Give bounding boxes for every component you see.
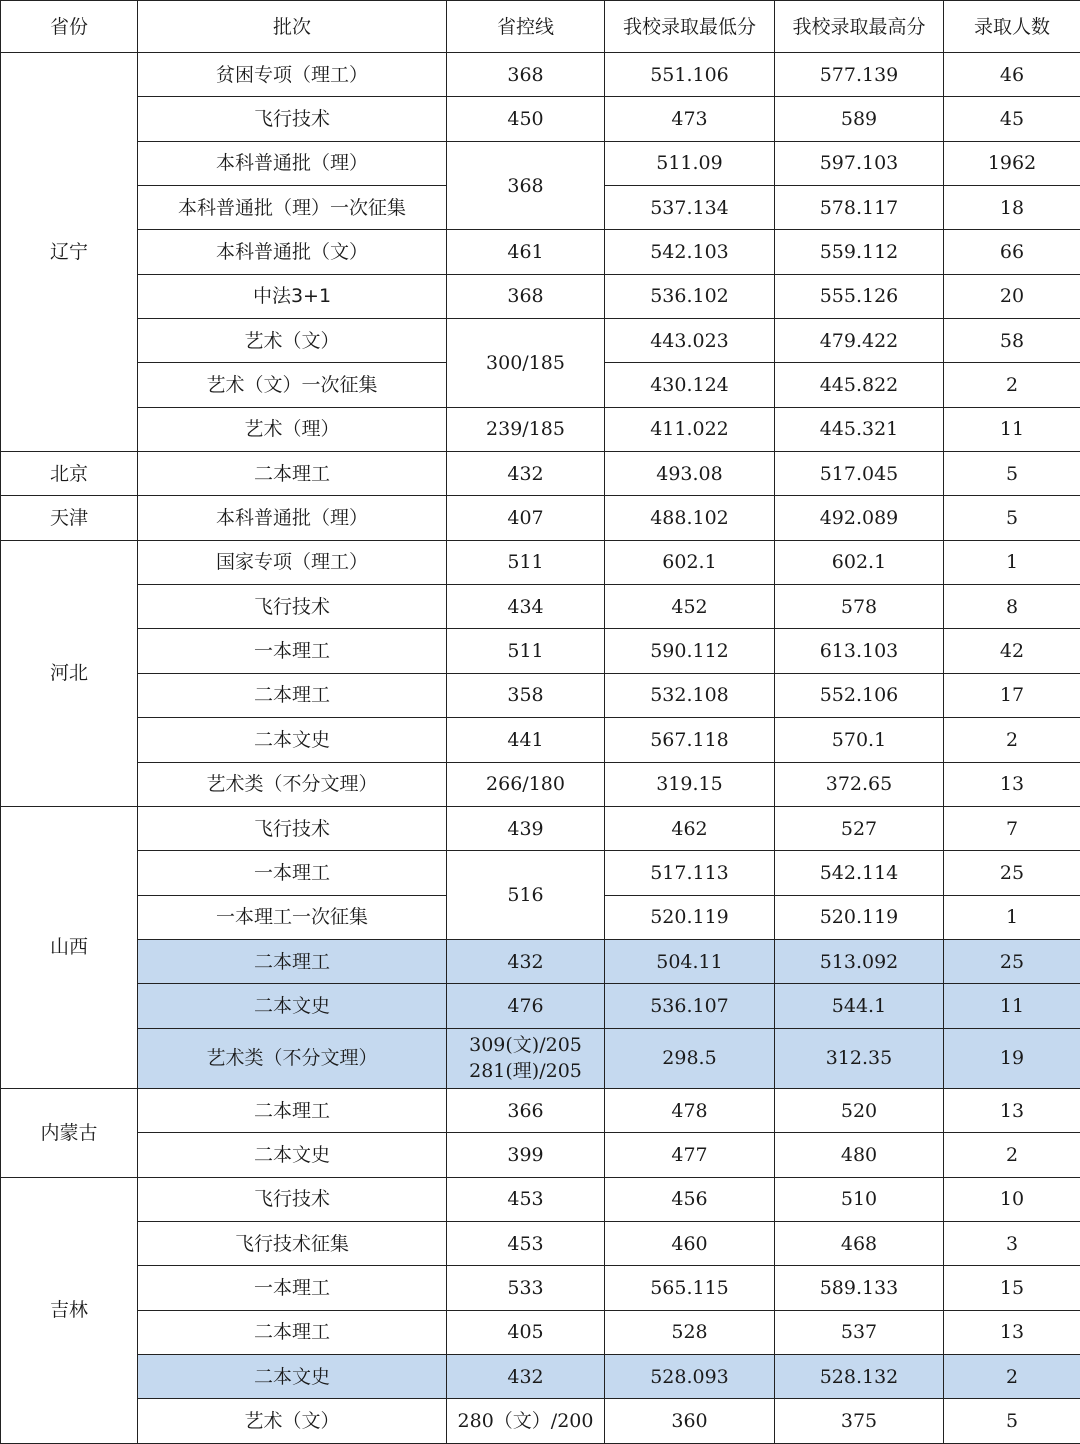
control-line-cell: 366: [447, 1089, 605, 1133]
max-score-cell: 542.114: [775, 851, 944, 895]
count-cell: 2: [944, 718, 1080, 762]
count-cell: 11: [944, 407, 1080, 451]
batch-cell: 二本文史: [138, 1133, 447, 1177]
table-row-highlighted: [1, 1355, 1080, 1399]
min-score-cell: 536.107: [605, 984, 775, 1028]
min-score-cell: 473: [605, 97, 775, 141]
min-score-cell: 478: [605, 1089, 775, 1133]
max-score-cell: 372.65: [775, 762, 944, 806]
max-score-cell: 445.321: [775, 407, 944, 451]
count-cell: 2: [944, 363, 1080, 407]
province-cell: 山西: [1, 806, 138, 1088]
control-line-cell: 516: [447, 851, 605, 940]
max-score-cell: 555.126: [775, 274, 944, 318]
max-score-cell: 312.35: [775, 1028, 944, 1088]
count-cell: 11: [944, 984, 1080, 1028]
count-cell: 1: [944, 895, 1080, 939]
table-row: [1, 319, 1080, 363]
count-cell: 42: [944, 629, 1080, 673]
max-score-cell: 375: [775, 1399, 944, 1444]
control-line-cell: 453: [447, 1222, 605, 1266]
max-score-cell: 513.092: [775, 939, 944, 983]
control-line-cell: 300/185: [447, 319, 605, 408]
max-score-cell: 537: [775, 1310, 944, 1354]
table-row: [1, 496, 1080, 540]
count-cell: 5: [944, 452, 1080, 496]
control-line-cell: 439: [447, 806, 605, 850]
control-line-cell: 405: [447, 1310, 605, 1354]
control-line-cell: 432: [447, 1355, 605, 1399]
control-line-cell: 280（文）/200: [447, 1399, 605, 1444]
table-row: [1, 230, 1080, 274]
count-cell: 2: [944, 1133, 1080, 1177]
count-cell: 15: [944, 1266, 1080, 1310]
table-row: [1, 762, 1080, 806]
header-province: 省份: [1, 1, 138, 53]
province-cell: 吉林: [1, 1177, 138, 1443]
control-line-cell: 399: [447, 1133, 605, 1177]
header-batch: 批次: [138, 1, 447, 53]
control-line-cell: 407: [447, 496, 605, 540]
min-score-cell: 452: [605, 585, 775, 629]
min-score-cell: 532.108: [605, 673, 775, 717]
control-line-cell: 461: [447, 230, 605, 274]
min-score-cell: 536.102: [605, 274, 775, 318]
count-cell: 13: [944, 1310, 1080, 1354]
min-score-cell: 443.023: [605, 319, 775, 363]
count-cell: 1: [944, 540, 1080, 584]
min-score-cell: 477: [605, 1133, 775, 1177]
min-score-cell: 551.106: [605, 53, 775, 97]
max-score-cell: 577.139: [775, 53, 944, 97]
control-line-cell: 358: [447, 673, 605, 717]
table-row-highlighted: [1, 1028, 1080, 1088]
batch-cell: 飞行技术征集: [138, 1222, 447, 1266]
max-score-cell: 468: [775, 1222, 944, 1266]
max-score-cell: 480: [775, 1133, 944, 1177]
batch-cell: 飞行技术: [138, 1177, 447, 1221]
batch-cell: 艺术（文）一次征集: [138, 363, 447, 407]
max-score-cell: 589: [775, 97, 944, 141]
min-score-cell: 520.119: [605, 895, 775, 939]
header-row: [1, 1, 1080, 53]
min-score-cell: 462: [605, 806, 775, 850]
batch-cell: 艺术（理）: [138, 407, 447, 451]
control-line-cell: 441: [447, 718, 605, 762]
province-cell: 辽宁: [1, 53, 138, 452]
count-cell: 25: [944, 851, 1080, 895]
count-cell: 1962: [944, 141, 1080, 185]
min-score-cell: 517.113: [605, 851, 775, 895]
table-row: [1, 585, 1080, 629]
control-line-cell: 368: [447, 53, 605, 97]
batch-cell: 飞行技术: [138, 806, 447, 850]
batch-cell: 飞行技术: [138, 97, 447, 141]
control-line-cell: 453: [447, 1177, 605, 1221]
control-line-cell: 511: [447, 540, 605, 584]
count-cell: 20: [944, 274, 1080, 318]
control-line-cell: 266/180: [447, 762, 605, 806]
batch-cell: 艺术（文）: [138, 1399, 447, 1444]
max-score-cell: 520: [775, 1089, 944, 1133]
min-score-cell: 528.093: [605, 1355, 775, 1399]
batch-cell: 二本文史: [138, 718, 447, 762]
max-score-cell: 517.045: [775, 452, 944, 496]
header-max-score: 我校录取最高分: [775, 1, 944, 53]
max-score-cell: 479.422: [775, 319, 944, 363]
table-row: [1, 53, 1080, 97]
count-cell: 58: [944, 319, 1080, 363]
table-row: [1, 1266, 1080, 1310]
control-line-cell: 239/185: [447, 407, 605, 451]
province-cell: 北京: [1, 452, 138, 496]
province-cell: 内蒙古: [1, 1089, 138, 1178]
min-score-cell: 590.112: [605, 629, 775, 673]
batch-cell: 二本理工: [138, 1310, 447, 1354]
batch-cell: 二本理工: [138, 1089, 447, 1133]
batch-cell: 艺术（文）: [138, 319, 447, 363]
count-cell: 5: [944, 1399, 1080, 1444]
min-score-cell: 511.09: [605, 141, 775, 185]
min-score-cell: 542.103: [605, 230, 775, 274]
table-row-highlighted: [1, 984, 1080, 1028]
max-score-cell: 559.112: [775, 230, 944, 274]
batch-cell: 二本文史: [138, 984, 447, 1028]
batch-cell: 艺术类（不分文理）: [138, 1028, 447, 1088]
count-cell: 25: [944, 939, 1080, 983]
min-score-cell: 493.08: [605, 452, 775, 496]
batch-cell: 本科普通批（理）: [138, 496, 447, 540]
max-score-cell: 602.1: [775, 540, 944, 584]
count-cell: 19: [944, 1028, 1080, 1088]
min-score-cell: 319.15: [605, 762, 775, 806]
control-line-cell: 368: [447, 274, 605, 318]
table-row: [1, 1177, 1080, 1221]
batch-cell: 艺术类（不分文理）: [138, 762, 447, 806]
control-line-text: 281(理)/205: [469, 1060, 582, 1083]
count-cell: 5: [944, 496, 1080, 540]
max-score-cell: 578.117: [775, 186, 944, 230]
table-row-highlighted: [1, 939, 1080, 983]
max-score-cell: 520.119: [775, 895, 944, 939]
count-cell: 13: [944, 762, 1080, 806]
min-score-cell: 602.1: [605, 540, 775, 584]
province-cell: 天津: [1, 496, 138, 540]
count-cell: 7: [944, 806, 1080, 850]
max-score-cell: 578: [775, 585, 944, 629]
batch-cell: 本科普通批（理）: [138, 141, 447, 185]
count-cell: 17: [944, 673, 1080, 717]
max-score-cell: 510: [775, 1177, 944, 1221]
min-score-cell: 460: [605, 1222, 775, 1266]
batch-cell: 一本理工一次征集: [138, 895, 447, 939]
max-score-cell: 589.133: [775, 1266, 944, 1310]
max-score-cell: 528.132: [775, 1355, 944, 1399]
control-line-cell: 533: [447, 1266, 605, 1310]
batch-cell: 国家专项（理工）: [138, 540, 447, 584]
min-score-cell: 488.102: [605, 496, 775, 540]
batch-cell: 一本理工: [138, 851, 447, 895]
table-row: [1, 806, 1080, 850]
batch-cell: 二本文史: [138, 1355, 447, 1399]
count-cell: 10: [944, 1177, 1080, 1221]
count-cell: 8: [944, 585, 1080, 629]
max-score-cell: 597.103: [775, 141, 944, 185]
table-row: [1, 407, 1080, 451]
table-row: [1, 1310, 1080, 1354]
batch-cell: 本科普通批（文）: [138, 230, 447, 274]
table-row: [1, 274, 1080, 318]
table-row: [1, 452, 1080, 496]
table-row: [1, 97, 1080, 141]
max-score-cell: 527: [775, 806, 944, 850]
province-cell: 河北: [1, 540, 138, 806]
control-line-cell: 432: [447, 452, 605, 496]
batch-cell: 二本理工: [138, 939, 447, 983]
control-line-cell: 476: [447, 984, 605, 1028]
control-line-cell: 434: [447, 585, 605, 629]
table-row: [1, 718, 1080, 762]
batch-cell: 二本理工: [138, 673, 447, 717]
table-row: [1, 673, 1080, 717]
control-line-cell: 368: [447, 141, 605, 230]
count-cell: 13: [944, 1089, 1080, 1133]
batch-cell: 本科普通批（理）一次征集: [138, 186, 447, 230]
count-cell: 18: [944, 186, 1080, 230]
control-line-cell: 432: [447, 939, 605, 983]
table-row: [1, 1133, 1080, 1177]
max-score-cell: 492.089: [775, 496, 944, 540]
batch-cell: 二本理工: [138, 452, 447, 496]
batch-cell: 飞行技术: [138, 585, 447, 629]
min-score-cell: 430.124: [605, 363, 775, 407]
min-score-cell: 528: [605, 1310, 775, 1354]
control-line-cell: 511: [447, 629, 605, 673]
header-min-score: 我校录取最低分: [605, 1, 775, 53]
max-score-cell: 544.1: [775, 984, 944, 1028]
min-score-cell: 411.022: [605, 407, 775, 451]
table-row: [1, 1222, 1080, 1266]
min-score-cell: 360: [605, 1399, 775, 1444]
count-cell: 66: [944, 230, 1080, 274]
table-row: [1, 1399, 1080, 1444]
table-row: [1, 851, 1080, 895]
table-row: [1, 540, 1080, 584]
table-row: [1, 1089, 1080, 1133]
control-line-text: 309(文)/205: [469, 1034, 582, 1057]
table-row: [1, 141, 1080, 185]
min-score-cell: 567.118: [605, 718, 775, 762]
table-row: [1, 629, 1080, 673]
max-score-cell: 445.822: [775, 363, 944, 407]
max-score-cell: 613.103: [775, 629, 944, 673]
min-score-cell: 537.134: [605, 186, 775, 230]
max-score-cell: 570.1: [775, 718, 944, 762]
min-score-cell: 298.5: [605, 1028, 775, 1088]
count-cell: 2: [944, 1355, 1080, 1399]
batch-cell: 一本理工: [138, 1266, 447, 1310]
header-control-line: 省控线: [447, 1, 605, 53]
count-cell: 46: [944, 53, 1080, 97]
control-line-cell: [447, 1028, 605, 1088]
count-cell: 3: [944, 1222, 1080, 1266]
max-score-cell: 552.106: [775, 673, 944, 717]
count-cell: 45: [944, 97, 1080, 141]
control-line-cell: 450: [447, 97, 605, 141]
batch-cell: 中法3+1: [138, 274, 447, 318]
batch-cell: 一本理工: [138, 629, 447, 673]
min-score-cell: 504.11: [605, 939, 775, 983]
batch-cell: 贫困专项（理工）: [138, 53, 447, 97]
header-admitted-count: 录取人数: [944, 1, 1080, 53]
min-score-cell: 456: [605, 1177, 775, 1221]
min-score-cell: 565.115: [605, 1266, 775, 1310]
